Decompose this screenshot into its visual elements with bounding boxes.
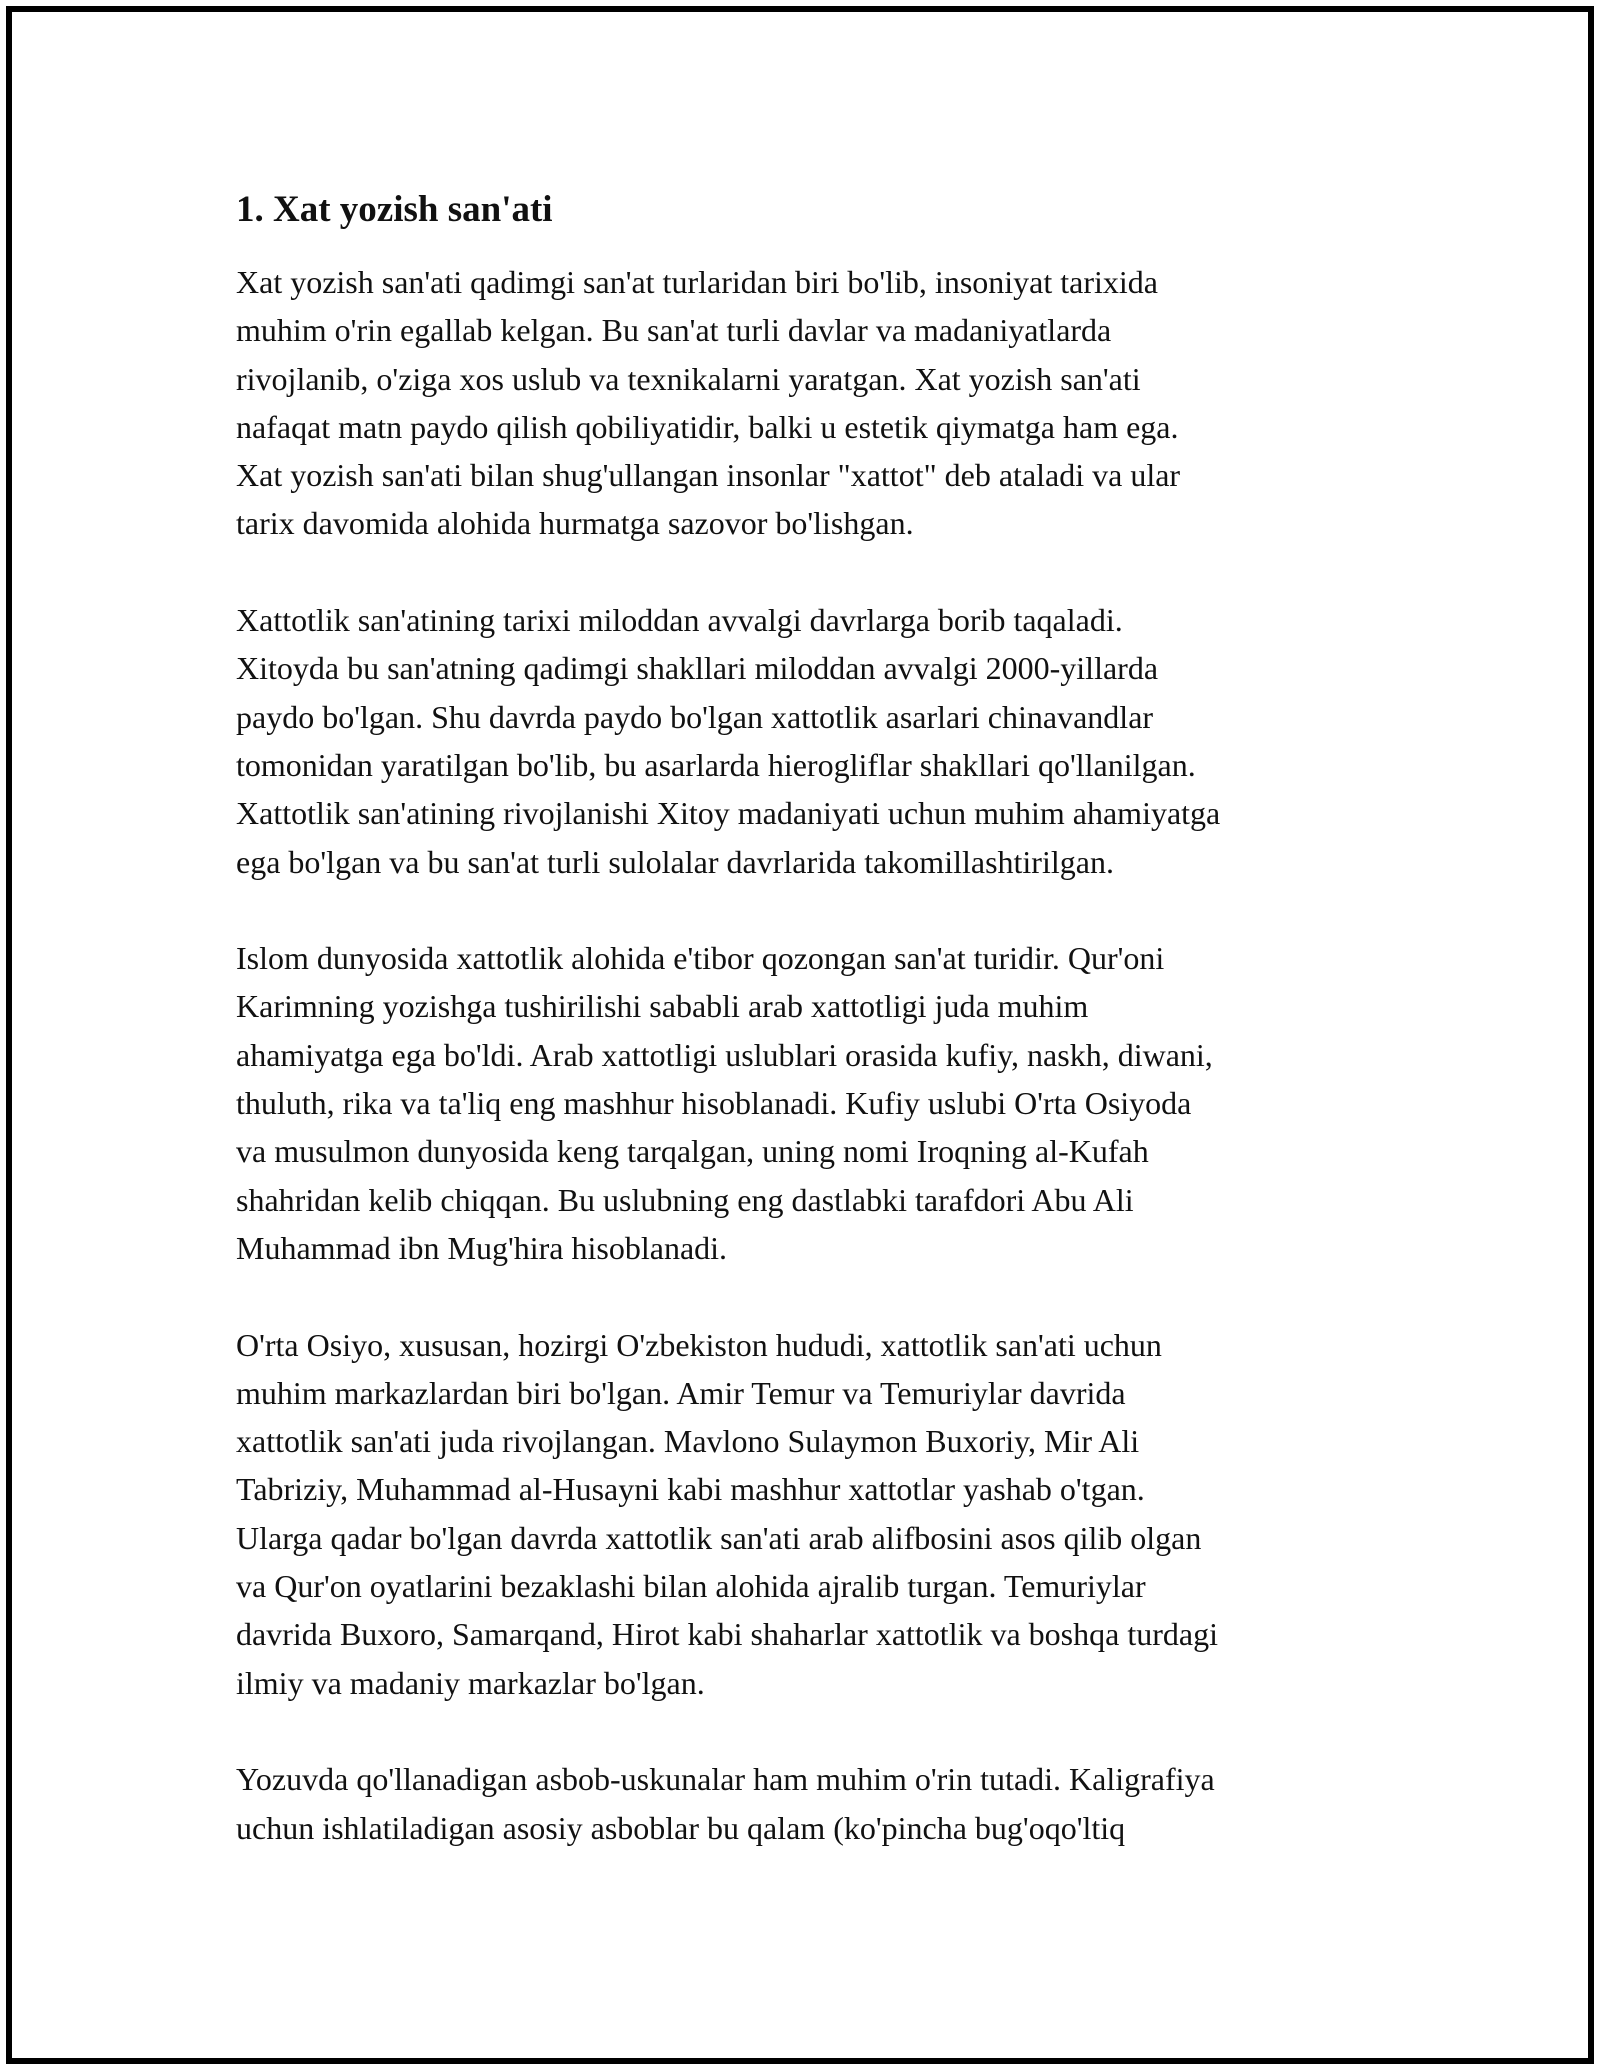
document-body <box>236 186 1386 1900</box>
paragraph <box>236 934 1386 1272</box>
text-line: Ularga qadar bo'lgan davrda xattotlik san'ati arab alifbosini asos qilib olgan <box>236 1519 1202 1556</box>
paragraph <box>236 1755 1386 1852</box>
text-line: Xat yozish san'ati bilan shug'ullangan insonlar "xattot" deb ataladi va ular <box>236 457 1181 494</box>
text-line: ega bo'lgan va bu san'at turli sulolalar davrlarida takomillashtirilgan. <box>236 843 1114 880</box>
text-line: Islom dunyosida xattotlik alohida e'tibor qozongan san'at turidir. Qur'oni <box>236 940 1165 977</box>
text-line: Xitoyda bu san'atning qadimgi shakllari miloddan avvalgi 2000-yillarda <box>236 650 1159 687</box>
text-line: Xat yozish san'ati qadimgi san'at turlaridan biri bo'lib, insoniyat tarixida <box>236 264 1158 300</box>
text-line: xattotlik san'ati juda rivojlangan. Mavlono Sulaymon Buxoriy, Mir Ali <box>236 1423 1140 1460</box>
text-line: nafaqat matn paydo qilish qobiliyatidir, balki u estetik qiymatga ham ega. <box>236 408 1179 445</box>
text-line: tomonidan yaratilgan bo'lib, bu asarlarda hierogliflar shakllari qo'llanilgan. <box>236 746 1196 783</box>
text-line: uchun ishlatiladigan asosiy asboblar bu qalam (ko'pincha bug'oqo'ltiq <box>236 1809 1126 1846</box>
text-line: rivojlanib, o'ziga xos uslub va texnikalarni yaratgan. Xat yozish san'ati <box>236 360 1141 397</box>
paragraph <box>236 258 1386 548</box>
paragraph <box>236 596 1386 886</box>
text-line: ilmiy va madaniy markazlar bo'lgan. <box>236 1664 705 1701</box>
text-line: Xattotlik san'atining rivojlanishi Xitoy madaniyati uchun muhim ahamiyatga <box>236 795 1221 832</box>
text-line: muhim o'rin egallab kelgan. Bu san'at turli davlar va madaniyatlarda <box>236 312 1112 349</box>
text-line: davrida Buxoro, Samarqand, Hirot kabi shaharlar xattotlik va boshqa turdagi <box>236 1616 1218 1653</box>
text-line: Yozuvda qo'llanadigan asbob-uskunalar ham muhim o'rin tutadi. Kaligrafiya <box>236 1761 1215 1798</box>
text-line: ahamiyatga ega bo'ldi. Arab xattotligi uslublari orasida kufiy, naskh, diwani, <box>236 1036 1213 1073</box>
text-line: paydo bo'lgan. Shu davrda paydo bo'lgan xattotlik asarlari chinavandlar <box>236 698 1154 735</box>
text-line: tarix davomida alohida hurmatga sazovor bo'lishgan. <box>236 505 914 542</box>
text-line: Karimning yozishga tushirilishi sababli arab xattotligi juda muhim <box>236 988 1089 1025</box>
text-line: Tabriziy, Muhammad al-Husayni kabi mashhur xattotlar yashab o'tgan. <box>236 1471 1145 1508</box>
text-line: O'rta Osiyo, xususan, hozirgi O'zbekiston hududi, xattotlik san'ati uchun <box>236 1326 1162 1363</box>
paragraph <box>236 1321 1386 1707</box>
document-title: 1. Xat yozish san'ati <box>236 189 553 230</box>
text-line: thuluth, rika va ta'liq eng mashhur hisoblanadi. Kufiy uslubi O'rta Osiyoda <box>236 1085 1192 1122</box>
text-line: muhim markazlardan biri bo'lgan. Amir Temur va Temuriylar davrida <box>236 1374 1126 1411</box>
text-line: shahridan kelib chiqqan. Bu uslubning eng dastlabki tarafdori Abu Ali <box>236 1181 1134 1218</box>
text-line: va Qur'on oyatlarini bezaklashi bilan alohida ajralib turgan. Temuriylar <box>236 1568 1146 1605</box>
text-line: va musulmon dunyosida keng tarqalgan, uning nomi Iroqning al-Kufah <box>236 1133 1149 1170</box>
text-line: Xattotlik san'atining tarixi miloddan avvalgi davrlarga borib taqaladi. <box>236 602 1123 639</box>
text-line: Muhammad ibn Mug'hira hisoblanadi. <box>236 1229 728 1266</box>
